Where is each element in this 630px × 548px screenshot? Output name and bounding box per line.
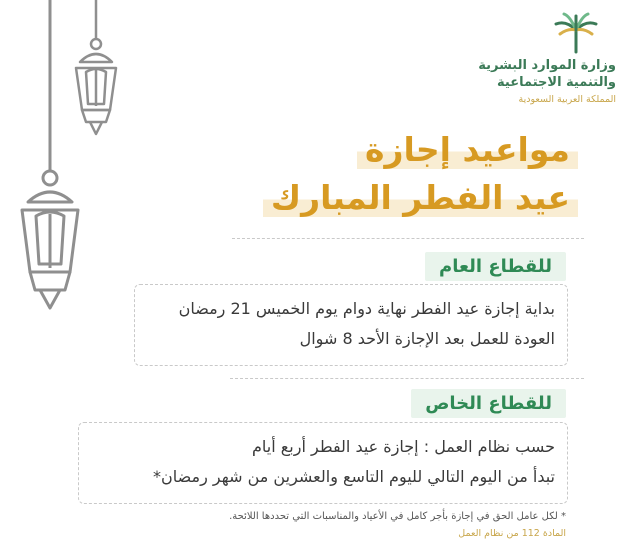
logo-ministry-name-line1: وزارة الموارد البشرية [478,58,616,73]
title-highlight: عيد الفطر المبارك [263,178,578,217]
public-sector-return: العودة للعمل بعد الإجازة الأحد 8 شوال [299,329,555,348]
private-sector-card [78,422,568,504]
title-highlight: مواعيد إجازة [357,130,578,169]
source-reference: المادة 112 من نظام العمل [458,528,566,539]
logo-ministry-name-line2: والتنمية الاجتماعية [497,75,616,90]
public-sector-card [134,284,568,366]
large-lantern-icon [10,0,90,320]
page-title-line2 [263,178,578,217]
divider [230,378,584,379]
page-title-line1 [357,130,578,169]
private-sector-duration: حسب نظام العمل : إجازة عيد الفطر أربع أيام [252,437,555,456]
logo-country-name: المملكة العربية السعودية [518,94,616,105]
footnote: * لكل عامل الحق في إجازة بأجر كامل في الأعياد والمناسبات التي تحددها اللائحة. [229,511,566,522]
divider [232,238,584,239]
ministry-logo [456,12,616,112]
public-sector-label: للقطاع العام [425,252,566,281]
public-sector-start: بداية إجازة عيد الفطر نهاية دوام يوم الخميس 21 رمضان [178,299,555,318]
private-sector-label: للقطاع الخاص [411,389,566,418]
palm-emblem-icon [552,12,600,56]
private-sector-start: تبدأ من اليوم التالي لليوم التاسع والعشرين من شهر رمضان* [153,467,555,486]
